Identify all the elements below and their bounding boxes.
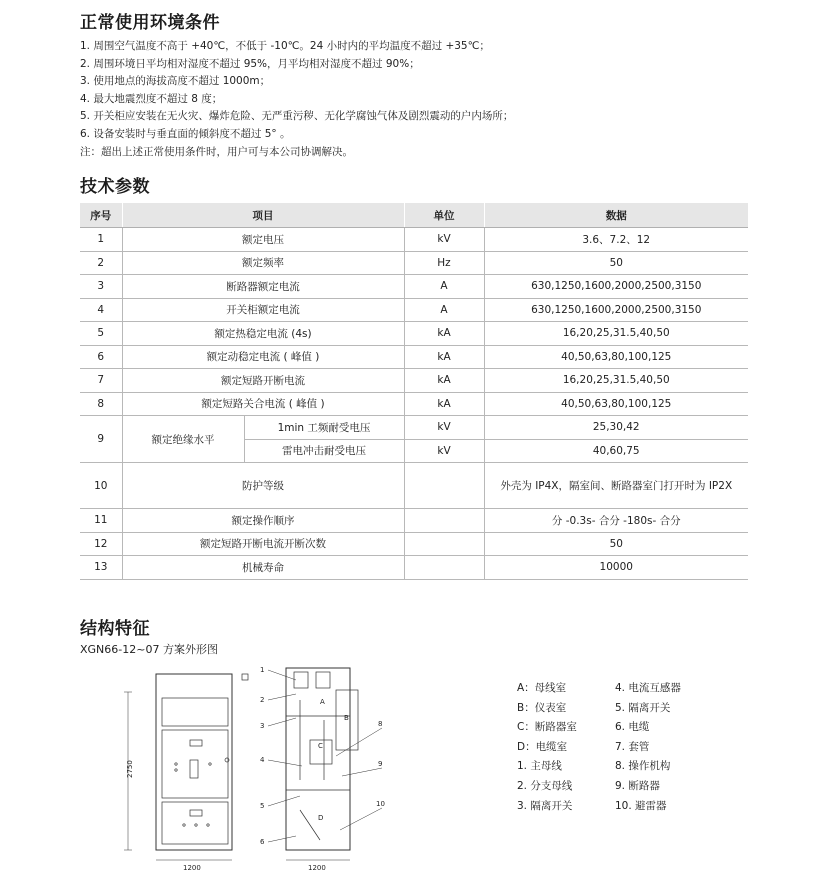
switchgear-outline-drawing xyxy=(110,660,400,880)
cell-unit: Hz xyxy=(404,251,484,275)
callout-6: 6 xyxy=(260,838,265,846)
table-row xyxy=(80,275,748,299)
legend-item: A：母线室 xyxy=(517,682,567,694)
legend-item: C：断路器室 xyxy=(517,721,577,734)
cell-item: 额定短路开断电流开断次数 xyxy=(122,532,404,556)
callout-5: 5 xyxy=(260,802,265,810)
section-view xyxy=(260,666,385,872)
cell-unit: kV xyxy=(404,439,484,463)
env-item: 5. 开关柜应安装在无火灾、爆炸危险、无严重污秽、无化学腐蚀气体及剧烈震动的户内场所； xyxy=(80,110,514,123)
cell-unit xyxy=(404,463,484,509)
cell-data: 50 xyxy=(484,532,748,556)
legend-item: 3. 隔离开关 xyxy=(517,799,573,812)
table-row xyxy=(80,228,748,252)
compartment-c: C xyxy=(318,742,323,750)
cell-unit: kA xyxy=(404,392,484,416)
table-row xyxy=(80,509,748,533)
callout-2: 2 xyxy=(260,696,265,704)
cell-data: 10000 xyxy=(484,556,748,580)
cell-item: 额定电压 xyxy=(122,228,404,252)
cell-no: 3 xyxy=(80,275,122,299)
table-header-row xyxy=(80,203,748,228)
env-item: 2. 周围环境日平均相对湿度不超过 95%，月平均相对湿度不超过 90%； xyxy=(80,57,420,70)
env-note: 注：超出上述正常使用条件时，用户可与本公司协调解决。 xyxy=(80,145,353,158)
env-conditions-list xyxy=(80,38,513,161)
cell-item: 防护等级 xyxy=(122,463,404,509)
table-row xyxy=(80,392,748,416)
dim-width-right: 1200 xyxy=(308,864,326,872)
cell-unit: kA xyxy=(404,322,484,346)
cell-unit xyxy=(404,556,484,580)
cell-item: 额定动稳定电流 ( 峰值 ) xyxy=(122,345,404,369)
structure-section-title: 结构特征 xyxy=(80,619,150,639)
cell-data: 16,20,25,31.5,40,50 xyxy=(484,322,748,346)
cell-data: 分 -0.3s- 合分 -180s- 合分 xyxy=(484,509,748,533)
callout-10: 10 xyxy=(376,800,385,808)
tech-section-title: 技术参数 xyxy=(80,177,150,197)
table-row xyxy=(80,322,748,346)
cell-data: 40,50,63,80,100,125 xyxy=(484,392,748,416)
cell-no: 2 xyxy=(80,251,122,275)
cell-unit: kA xyxy=(404,369,484,393)
cell-data: 630,1250,1600,2000,2500,3150 xyxy=(484,298,748,322)
env-section-title: 正常使用环境条件 xyxy=(80,13,220,33)
env-item: 6. 设备安装时与垂直面的倾斜度不超过 5° 。 xyxy=(80,127,291,140)
table-row xyxy=(80,556,748,580)
compartment-a: A xyxy=(320,698,325,706)
front-view xyxy=(124,674,248,872)
cell-no: 7 xyxy=(80,369,122,393)
legend-item: 9. 断路器 xyxy=(615,779,660,792)
header-no: 序号 xyxy=(80,203,122,228)
env-item: 1. 周围空气温度不高于 +40℃，不低于 -10℃。24 小时内的平均温度不超过 +35℃； xyxy=(80,40,490,52)
table-row xyxy=(80,345,748,369)
table-row xyxy=(80,251,748,275)
env-item: 4. 最大地震烈度不超过 8 度； xyxy=(80,92,223,105)
cell-subitem: 1min 工频耐受电压 xyxy=(244,416,404,440)
cell-data: 25,30,42 xyxy=(484,416,748,440)
callout-8: 8 xyxy=(378,720,383,728)
cell-no: 5 xyxy=(80,322,122,346)
cell-no: 10 xyxy=(80,463,122,509)
dim-width-left: 1200 xyxy=(183,864,201,872)
legend-item: B：仪表室 xyxy=(517,701,567,714)
table-row xyxy=(80,298,748,322)
compartment-d: D xyxy=(318,814,324,822)
legend-item: 1. 主母线 xyxy=(517,760,562,773)
cell-unit xyxy=(404,532,484,556)
cell-item: 额定短路开断电流 xyxy=(122,369,404,393)
cell-no: 6 xyxy=(80,345,122,369)
dim-height: 2750 xyxy=(126,760,134,778)
cell-no: 11 xyxy=(80,509,122,533)
compartment-b: B xyxy=(344,714,349,722)
cell-no: 4 xyxy=(80,298,122,322)
table-row xyxy=(80,532,748,556)
cell-item: 机械寿命 xyxy=(122,556,404,580)
cell-item: 额定热稳定电流 (4s) xyxy=(122,322,404,346)
header-item: 项目 xyxy=(122,203,404,228)
legend-column-right xyxy=(615,679,681,816)
legend-item: D：电缆室 xyxy=(517,740,568,753)
callout-9: 9 xyxy=(378,760,383,768)
cell-subitem: 雷电冲击耐受电压 xyxy=(244,439,404,463)
cell-unit: kV xyxy=(404,228,484,252)
cell-item: 额定操作顺序 xyxy=(122,509,404,533)
legend-item: 5. 隔离开关 xyxy=(615,701,671,714)
cell-no: 13 xyxy=(80,556,122,580)
cell-no: 9 xyxy=(80,416,122,463)
cell-item: 开关柜额定电流 xyxy=(122,298,404,322)
cell-data: 3.6、7.2、12 xyxy=(484,228,748,252)
cell-item: 额定绝缘水平 xyxy=(122,416,244,463)
cell-unit: A xyxy=(404,298,484,322)
table-row xyxy=(80,369,748,393)
callout-4: 4 xyxy=(260,756,265,764)
cell-no: 1 xyxy=(80,228,122,252)
cell-unit: A xyxy=(404,275,484,299)
cell-no: 8 xyxy=(80,392,122,416)
table-row xyxy=(80,463,748,509)
env-item: 3. 使用地点的海拔高度不超过 1000m； xyxy=(80,75,271,88)
cell-data: 16,20,25,31.5,40,50 xyxy=(484,369,748,393)
cell-data: 630,1250,1600,2000,2500,3150 xyxy=(484,275,748,299)
cell-unit: kV xyxy=(404,416,484,440)
cell-data: 外壳为 IP4X，隔室间、断路器室门打开时为 IP2X xyxy=(484,463,748,509)
legend-item: 8. 操作机构 xyxy=(615,760,671,773)
callout-3: 3 xyxy=(260,722,265,730)
legend-item: 4. 电流互感器 xyxy=(615,682,681,694)
cell-no: 12 xyxy=(80,532,122,556)
callout-1: 1 xyxy=(260,666,265,674)
legend-column-left xyxy=(517,679,577,816)
cell-item: 断路器额定电流 xyxy=(122,275,404,299)
cell-item: 额定短路关合电流 ( 峰值 ) xyxy=(122,392,404,416)
header-data: 数据 xyxy=(484,203,748,228)
table-row xyxy=(80,416,748,440)
drawing-caption: XGN66-12~07 方案外形图 xyxy=(80,643,218,656)
cell-data: 50 xyxy=(484,251,748,275)
cell-unit xyxy=(404,509,484,533)
header-unit: 单位 xyxy=(404,203,484,228)
cell-data: 40,60,75 xyxy=(484,439,748,463)
legend-item: 6. 电缆 xyxy=(615,721,650,734)
legend-item: 10. 避雷器 xyxy=(615,799,667,812)
cell-data: 40,50,63,80,100,125 xyxy=(484,345,748,369)
tech-params-table xyxy=(80,203,748,580)
cell-item: 额定频率 xyxy=(122,251,404,275)
legend-item: 2. 分支母线 xyxy=(517,779,573,792)
cell-unit: kA xyxy=(404,345,484,369)
legend-item: 7. 套管 xyxy=(615,740,650,753)
